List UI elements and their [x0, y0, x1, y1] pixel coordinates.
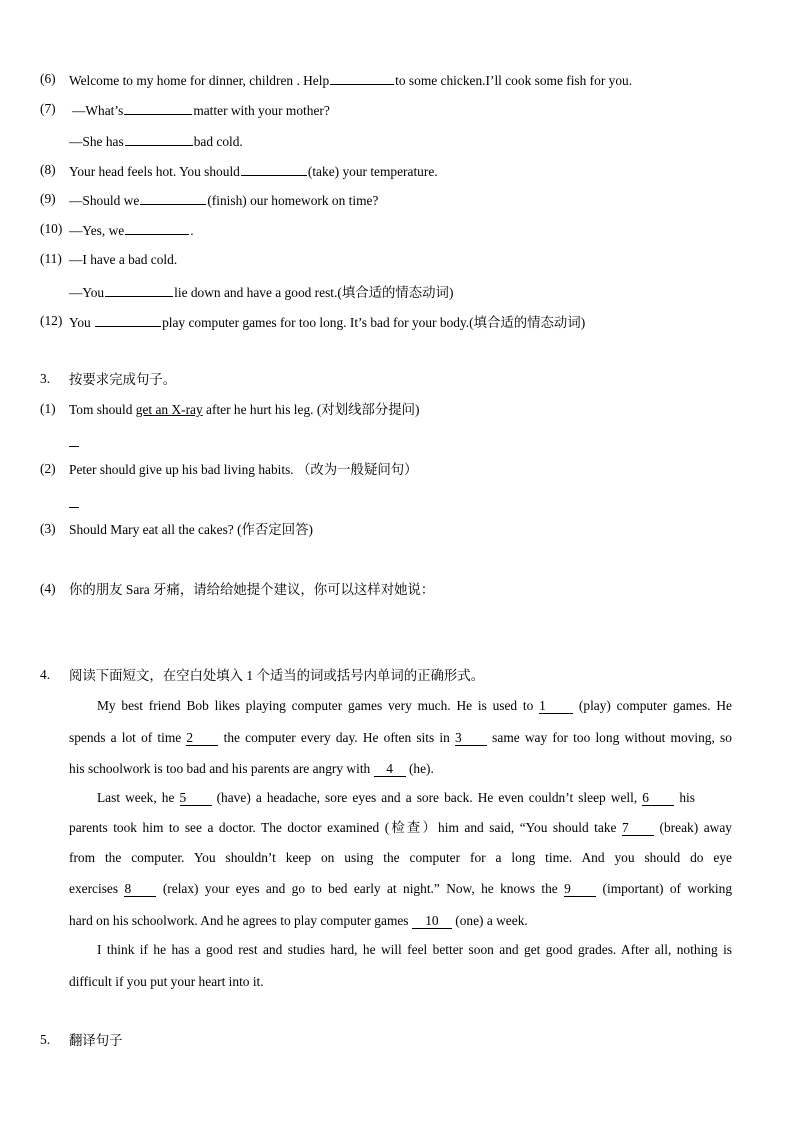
q6-number: (6): [40, 71, 56, 86]
q11-answer-line: [69, 283, 453, 302]
q6-part-a: Welcome to my home for dinner, children . Help: [69, 73, 330, 88]
q9-text: [69, 191, 378, 210]
q12-blank[interactable]: [95, 313, 161, 327]
q10-text: [69, 221, 194, 240]
p2-l1a: Last week, he: [97, 790, 175, 805]
s3-q1-text: [69, 401, 420, 419]
s3-q3-number: (3): [40, 521, 56, 536]
passage-p2-line3: from the computer. You shouldn’t keep on using the computer for a long time. And you should do eye: [69, 850, 732, 865]
q10-part-a: —Yes, we: [69, 223, 125, 238]
p2-l1c: his: [679, 790, 695, 805]
q11-blank[interactable]: [105, 283, 173, 297]
q6-text: [69, 71, 632, 90]
q8-text: [69, 162, 438, 181]
blank-3[interactable]: 3: [455, 731, 487, 746]
p2-l4a: exercises: [69, 881, 119, 896]
q7-text: [72, 101, 330, 120]
s3-q1-part-a: Tom should: [69, 402, 136, 417]
blank-6[interactable]: 6: [642, 791, 674, 806]
p1-l3a: his schoolwork is too bad and his parents are angry with: [69, 761, 371, 776]
blank-1[interactable]: 1: [539, 699, 573, 714]
blank-2[interactable]: 2: [186, 731, 218, 746]
p1-l1a: My best friend Bob likes playing computer games very much. He is used to: [97, 698, 534, 713]
s3-q1-underlined: get an X-ray: [135, 402, 203, 417]
passage-p2-line1: [97, 789, 695, 807]
passage-p3-line1: I think if he has a good rest and studies hard, he will feel better soon and get good grades. After all, nothing is: [97, 942, 732, 957]
passage-p1-line3: [69, 760, 434, 778]
p1-l2b: the computer every day. He often sits in: [223, 730, 450, 745]
p2-l5b: (one) a week.: [455, 913, 528, 928]
passage-p1-line1: [97, 697, 732, 715]
blank-9[interactable]: 9: [564, 882, 596, 897]
q7-part-c: —She has: [69, 134, 124, 149]
passage-p2-line4: [69, 880, 732, 898]
p1-l2c: same way for too long without moving, so: [492, 730, 732, 745]
q11-number: (11): [40, 251, 62, 266]
p2-l4b: (relax) your eyes and go to bed early at night.” Now, he knows the: [162, 881, 558, 896]
q7-blank-1[interactable]: [124, 101, 192, 115]
s3-q1-part-b: after he hurt his leg. (对划线部分提问): [202, 402, 420, 417]
q10-part-b: .: [190, 223, 194, 238]
q10-blank[interactable]: [125, 221, 189, 235]
s3-q2-text: Peter should give up his bad living habits. （改为一般疑问句）: [69, 462, 418, 477]
s3-q3-text: Should Mary eat all the cakes? (作否定回答): [69, 522, 313, 537]
p2-l5a: hard on his schoolwork. And he agrees to play computer games: [69, 913, 409, 928]
section3-number: 3.: [40, 371, 51, 386]
q8-part-b: (take) your temperature.: [307, 164, 438, 179]
q7-answer-line: [69, 132, 243, 151]
p1-l1b: (play) computer games. He: [578, 698, 732, 713]
s3-q4-text: 你的朋友 Sara 牙痛，请给给她提个建议，你可以这样对她说：: [69, 582, 435, 597]
passage-p2-line5: [69, 912, 528, 930]
p1-l2a: spends a lot of time: [69, 730, 182, 745]
q12-part-b: play computer games for too long. It’s bad for your body.(填合适的情态动词): [162, 315, 586, 330]
blank-4[interactable]: 4: [374, 762, 406, 777]
blank-5[interactable]: 5: [180, 791, 212, 806]
p2-l2b: (break) away: [659, 820, 732, 835]
s3-q2-number: (2): [40, 461, 56, 476]
q9-part-b: (finish) our homework on time?: [207, 193, 379, 208]
blank-10[interactable]: 10: [412, 914, 452, 929]
q10-number: (10): [40, 221, 63, 236]
passage-p1-line2: [69, 729, 732, 747]
p2-l4c: (important) of working: [602, 881, 733, 896]
q9-part-a: —Should we: [69, 193, 140, 208]
q7-part-a: —What’s: [72, 103, 124, 118]
section5-number: 5.: [40, 1032, 51, 1047]
section3-title: 按要求完成句子。: [69, 372, 177, 387]
q9-number: (9): [40, 191, 56, 206]
q7-part-b: matter with your mother?: [193, 103, 330, 118]
p1-l3b: (he).: [408, 761, 434, 776]
p2-l1b: (have) a headache, sore eyes and a sore back. He even couldn’t sleep well,: [216, 790, 638, 805]
s3-q2-answer-line[interactable]: [69, 507, 79, 508]
passage-p3-line2: difficult if you put your heart into it.: [69, 974, 264, 989]
q6-part-b: to some chicken.I’ll cook some fish for you.: [395, 73, 633, 88]
q12-text: [69, 313, 585, 332]
p2-l2a: parents took him to see a doctor. The doctor examined (检查）him and said, “You should take: [69, 820, 617, 835]
q11-part-d: lie down and have a good rest.(填合适的情态动词): [174, 285, 454, 300]
s3-q1-answer-line[interactable]: [69, 446, 79, 447]
blank-7[interactable]: 7: [622, 821, 654, 836]
q11-part-c: —You: [69, 285, 105, 300]
section4-title: 阅读下面短文，在空白处填入 1 个适当的词或括号内单词的正确形式。: [69, 668, 485, 683]
section4-number: 4.: [40, 667, 51, 682]
q7-blank-2[interactable]: [125, 132, 193, 146]
q8-blank[interactable]: [241, 162, 307, 176]
s3-q1-number: (1): [40, 401, 56, 416]
s3-q4-number: (4): [40, 581, 56, 596]
blank-8[interactable]: 8: [124, 882, 156, 897]
q12-part-a: You: [69, 315, 95, 330]
passage-p2-line2: [69, 819, 732, 837]
q8-number: (8): [40, 162, 56, 177]
q6-blank[interactable]: [330, 71, 394, 85]
q8-part-a: Your head feels hot. You should: [69, 164, 240, 179]
q11-text: —I have a bad cold.: [69, 252, 178, 267]
q7-part-d: bad cold.: [193, 134, 243, 149]
q12-number: (12): [40, 313, 63, 328]
q9-blank[interactable]: [140, 191, 206, 205]
q7-number: (7): [40, 101, 56, 116]
section5-title: 翻译句子: [69, 1033, 123, 1048]
